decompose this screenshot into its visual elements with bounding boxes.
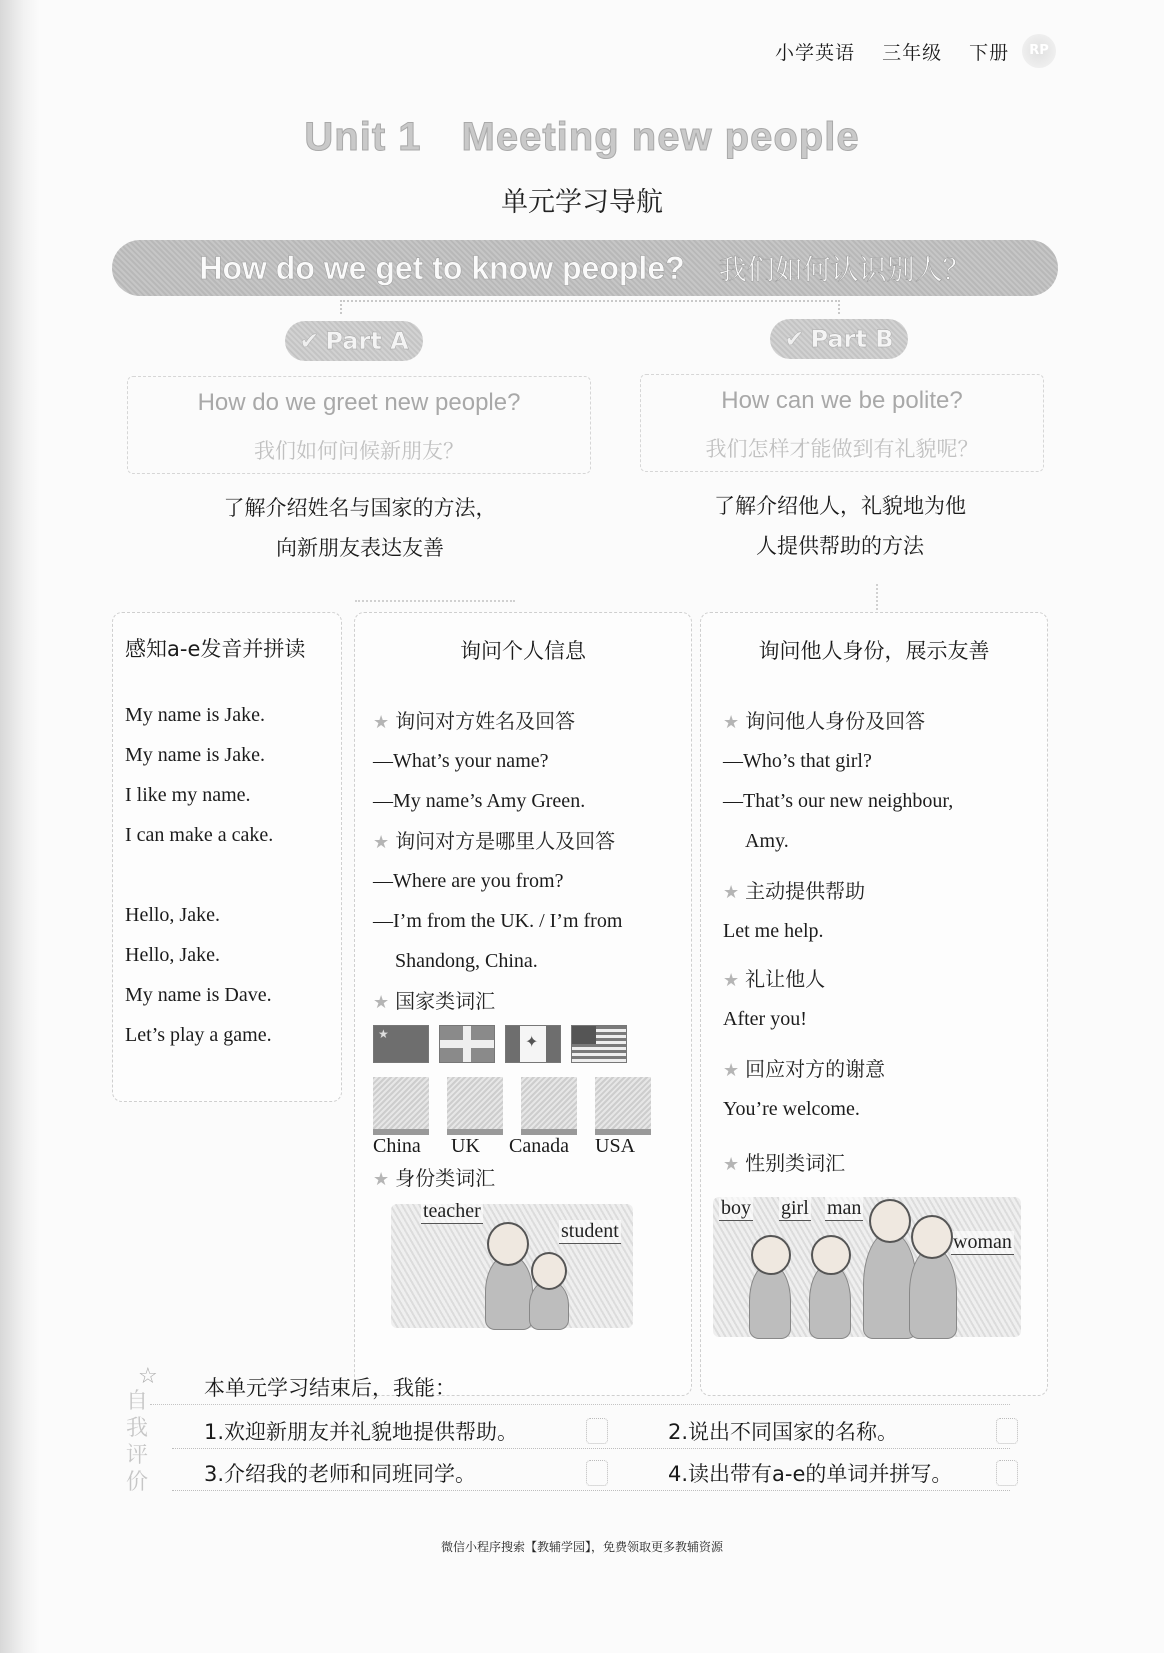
part-b-goal-line: 人提供帮助的方法: [756, 534, 924, 558]
volume-label: 下册: [969, 42, 1010, 64]
chant-line: Let’s play a game.: [125, 1024, 272, 1046]
book-header: [775, 38, 1029, 65]
star-outline-icon: ☆: [138, 1364, 158, 1389]
section-heading: ★ 询问对方姓名及回答: [373, 709, 576, 733]
dialogue-line: —What’s your name?: [373, 750, 549, 772]
unit-name: Meeting new people: [461, 115, 860, 159]
country-label: Canada: [509, 1135, 569, 1157]
country-labels: [373, 1135, 691, 1158]
boy-head: [751, 1235, 791, 1275]
part-b-connector: [876, 584, 878, 614]
phrase-line: Let me help.: [723, 920, 824, 942]
flag-canada-icon: [505, 1025, 561, 1063]
star-icon: ★: [723, 882, 740, 903]
dialogue-line: —Where are you from?: [373, 870, 564, 892]
star-icon: ★: [723, 970, 740, 991]
self-eval-row: [172, 1410, 1010, 1449]
unit-title: [0, 115, 1164, 160]
boy-label: boy: [721, 1197, 751, 1219]
student-head: [531, 1252, 567, 1290]
dialogue-line: —My name’s Amy Green.: [373, 790, 586, 812]
page-edge-shadow: [0, 0, 40, 1653]
banner-question-cn: 我们如何认识别人？: [718, 254, 971, 285]
grade-label: 三年级: [882, 42, 943, 64]
chant-line: My name is Jake.: [125, 744, 265, 766]
golden-gate-image: [595, 1077, 651, 1135]
student-label: student: [561, 1220, 619, 1242]
dialogue-line: Amy.: [745, 830, 789, 852]
self-eval-item: 2.说出不同国家的名称。: [668, 1420, 899, 1444]
check-icon: ✔: [784, 325, 805, 353]
landmark-row: [373, 1077, 691, 1135]
part-a-label: Part A: [325, 327, 409, 355]
dialogue-line: —That’s our new neighbour,: [723, 790, 954, 812]
self-eval-checkbox[interactable]: [996, 1460, 1018, 1486]
flag-uk-icon: [439, 1025, 495, 1063]
woman-head: [911, 1215, 953, 1259]
unit-nav-title: 单元学习导航: [501, 187, 663, 218]
part-b-label: Part B: [810, 325, 894, 353]
man-label: man: [827, 1197, 862, 1219]
section-heading: ★ 国家类词汇: [373, 989, 496, 1013]
chant-line: Hello, Jake.: [125, 904, 220, 926]
part-b-goal-line: 了解介绍他人，礼貌地为他: [714, 494, 966, 518]
chant-line: My name is Jake.: [125, 704, 265, 726]
teacher-student-illustration: [391, 1200, 633, 1328]
part-a-goal-line: 了解介绍姓名与国家的方法，: [223, 496, 497, 520]
section-heading: ★ 礼让他人: [723, 967, 826, 991]
banner-question-en: How do we get to know people?: [199, 249, 685, 286]
part-a-connector: [355, 600, 515, 602]
big-question-banner: [112, 240, 1058, 296]
teacher-label: teacher: [423, 1200, 481, 1222]
others-info-title: 询问他人身份，展示友善: [758, 639, 990, 663]
self-eval-item: 3.介绍我的老师和同班同学。: [204, 1462, 477, 1486]
part-b-goal: [660, 486, 1020, 566]
brace-left-leg: [340, 300, 342, 314]
brace-connector: [340, 300, 840, 302]
teacher-head: [487, 1222, 529, 1266]
chant-line-blank: [125, 855, 341, 895]
cn-tower-image: [521, 1077, 577, 1135]
girl-label: girl: [781, 1197, 809, 1219]
self-eval-side-label: 自 我 评 价: [125, 1389, 148, 1495]
self-eval-lead: 本单元学习结束后，我能：: [204, 1376, 456, 1400]
flag-usa-icon: [571, 1025, 627, 1063]
family-illustration: [713, 1197, 1021, 1337]
personal-info-content: [355, 701, 691, 1328]
dialogue-line: —I’m from the UK. / I’m from: [373, 910, 623, 932]
personal-info-panel: [354, 612, 692, 1396]
star-icon: ★: [373, 832, 390, 853]
star-icon: ★: [723, 1060, 740, 1081]
phonics-chant: [113, 695, 341, 1055]
country-label: USA: [595, 1135, 636, 1157]
others-info-panel: [700, 612, 1048, 1396]
self-eval-row: [172, 1452, 1010, 1491]
part-a-question-box: [127, 376, 591, 474]
star-icon: ★: [723, 1154, 740, 1175]
dialogue-line: Shandong, China.: [395, 950, 538, 972]
dialogue-line: —Who’s that girl?: [723, 750, 872, 772]
phonics-panel-title: 感知a-e发音并拼读: [125, 637, 306, 661]
part-b-question-cn: 我们怎样才能做到有礼貌呢？: [705, 437, 979, 461]
chant-line: I can make a cake.: [125, 824, 274, 846]
part-a-goal: [150, 488, 570, 568]
man-head: [869, 1199, 911, 1243]
subject-label: 小学英语: [775, 42, 856, 64]
part-b-badge: [770, 319, 908, 359]
phonics-panel: [112, 612, 342, 1102]
section-heading: ★ 询问对方是哪里人及回答: [373, 829, 616, 853]
self-eval-item: 1.欢迎新朋友并礼貌地提供帮助。: [204, 1420, 519, 1444]
woman-figure: [909, 1247, 957, 1339]
part-a-question-en: How do we greet new people?: [197, 389, 521, 416]
footer-note: 微信小程序搜索【教辅学园】，免费领取更多教辅资源: [440, 1540, 723, 1554]
country-label: China: [373, 1135, 421, 1157]
phrase-line: You’re welcome.: [723, 1098, 860, 1120]
flag-row: [373, 1025, 691, 1063]
self-eval-checkbox[interactable]: [586, 1460, 608, 1486]
publisher-badge: RP: [1022, 34, 1056, 68]
woman-label: woman: [953, 1231, 1012, 1253]
chant-line: My name is Dave.: [125, 984, 272, 1006]
self-eval-checkbox[interactable]: [996, 1418, 1018, 1444]
self-eval-checkbox[interactable]: [586, 1418, 608, 1444]
section-heading: ★ 身份类词汇: [373, 1166, 496, 1190]
country-label: UK: [451, 1135, 480, 1157]
chant-line: I like my name.: [125, 784, 251, 806]
others-info-content: [701, 701, 1047, 1337]
brace-right-leg: [838, 300, 840, 314]
section-heading: ★ 回应对方的谢意: [723, 1057, 886, 1081]
section-heading: ★ 询问他人身份及回答: [723, 709, 926, 733]
chant-line: Hello, Jake.: [125, 944, 220, 966]
phrase-line: After you!: [723, 1008, 807, 1030]
personal-info-title: 询问个人信息: [460, 639, 586, 663]
star-icon: ★: [723, 712, 740, 733]
divider: [150, 1404, 1010, 1405]
self-eval-item: 4.读出带有a-e的单词并拼写。: [668, 1462, 953, 1486]
part-a-goal-line: 向新朋友表达友善: [276, 536, 444, 560]
girl-head: [811, 1235, 851, 1275]
section-heading: ★ 性别类词汇: [723, 1151, 846, 1175]
great-wall-image: [373, 1077, 429, 1135]
star-icon: ★: [373, 712, 390, 733]
unit-number: Unit 1: [304, 115, 422, 159]
part-a-badge: [285, 321, 423, 361]
star-icon: ★: [373, 1169, 390, 1190]
part-a-question-cn: 我们如何问候新朋友？: [254, 439, 464, 463]
check-icon: ✔: [299, 327, 320, 355]
part-b-question-en: How can we be polite?: [721, 387, 963, 414]
star-icon: ★: [373, 992, 390, 1013]
flag-china-icon: [373, 1025, 429, 1063]
section-heading: ★ 主动提供帮助: [723, 879, 866, 903]
part-b-question-box: [640, 374, 1044, 472]
big-ben-image: [447, 1077, 503, 1135]
